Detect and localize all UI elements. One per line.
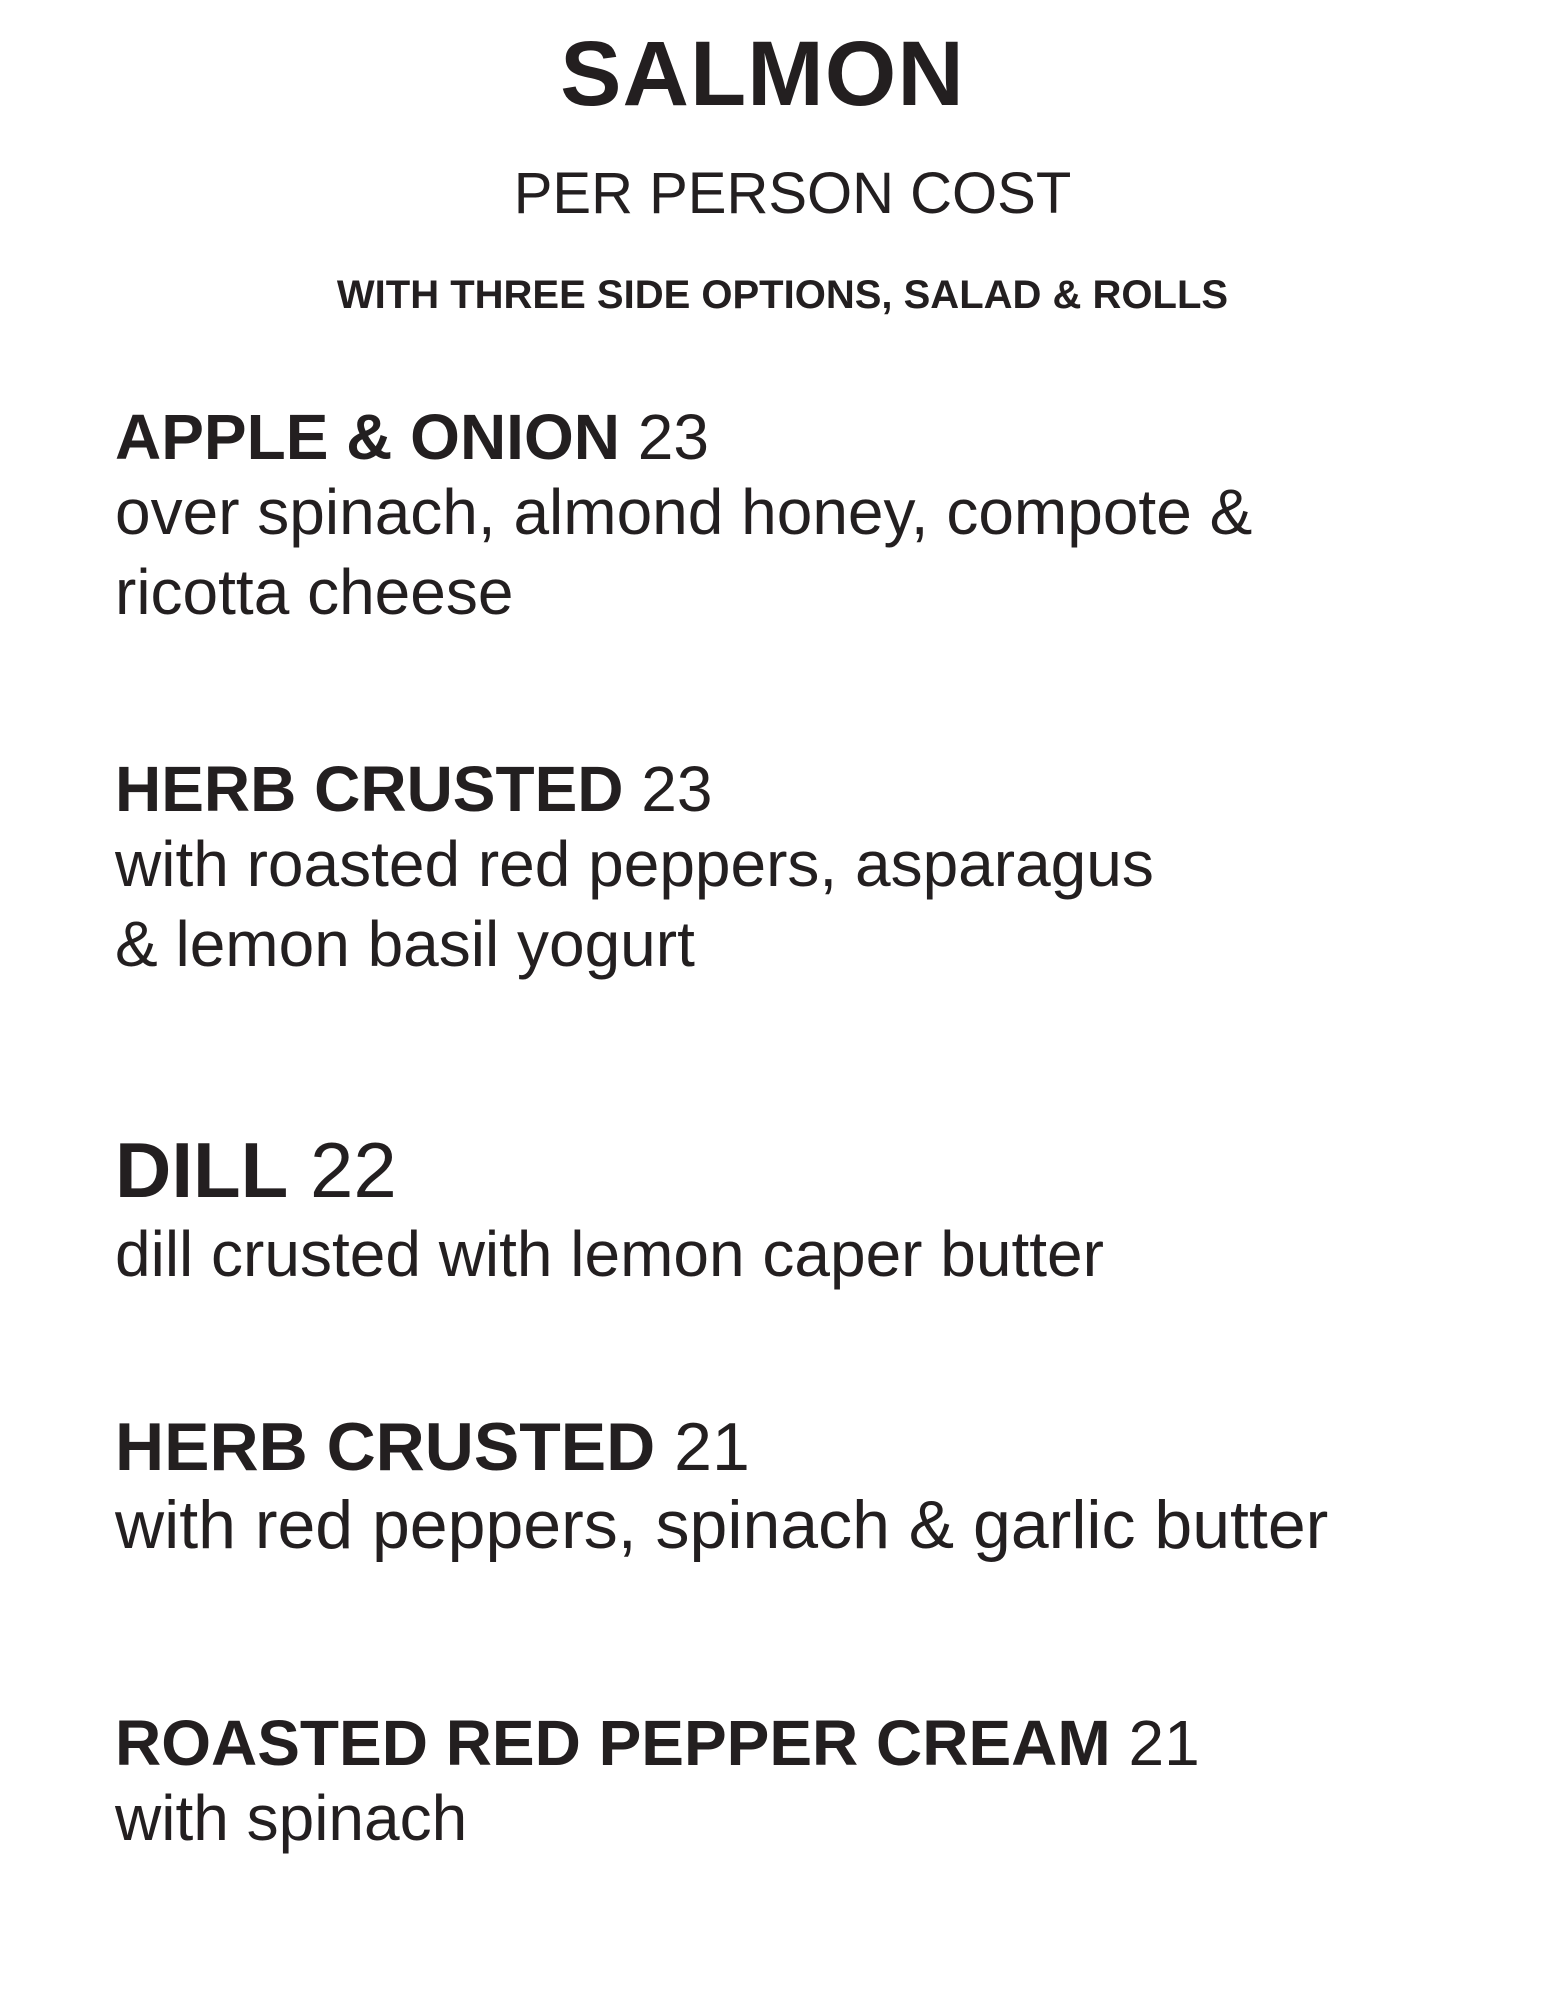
description-line: dill crusted with lemon caper butter — [115, 1217, 1104, 1290]
menu-item-description — [115, 1778, 1495, 1858]
menu-item-heading — [115, 1410, 1495, 1485]
menu-item-heading — [115, 1708, 1495, 1778]
menu-item-name: ROASTED RED PEPPER CREAM — [115, 1707, 1111, 1779]
menu-item-heading — [115, 402, 1495, 472]
menu-item-description — [115, 824, 1495, 984]
menu-item-herb-crusted-21 — [115, 1410, 1495, 1565]
menu-note: WITH THREE SIDE OPTIONS, SALAD & ROLLS — [336, 273, 1229, 317]
menu-item-name: HERB CRUSTED — [115, 1409, 656, 1485]
menu-item-name: HERB CRUSTED — [115, 753, 624, 825]
menu-item-price: 22 — [309, 1126, 397, 1214]
menu-item-price: 23 — [641, 753, 713, 825]
menu-item-price: 21 — [674, 1409, 750, 1485]
description-line: with roasted red peppers, asparagus — [115, 828, 1154, 901]
menu-item-name: APPLE & ONION — [115, 401, 620, 473]
menu-item-name: DILL — [115, 1126, 289, 1214]
description-line: ricotta cheese — [115, 556, 514, 629]
menu-item-description — [115, 1485, 1495, 1565]
description-line: with spinach — [115, 1782, 468, 1855]
menu-item-dill — [115, 1128, 1495, 1294]
description-line: & lemon basil yogurt — [115, 908, 695, 981]
menu-item-heading — [115, 754, 1495, 824]
menu-item-heading — [115, 1128, 1495, 1214]
menu-item-herb-crusted-23 — [115, 754, 1495, 984]
menu-subtitle: PER PERSON COST — [513, 161, 1072, 226]
description-line: over spinach, almond honey, compote & — [115, 476, 1253, 549]
menu-item-apple-onion — [115, 402, 1495, 632]
menu-title: SALMON — [560, 23, 965, 125]
menu-item-price: 23 — [637, 401, 709, 473]
menu-item-roasted-red-pepper-cream — [115, 1708, 1495, 1858]
description-line: with red peppers, spinach & garlic butter — [115, 1486, 1329, 1563]
menu-item-price: 21 — [1128, 1707, 1200, 1779]
menu-item-description — [115, 472, 1495, 632]
menu-item-description — [115, 1214, 1495, 1294]
